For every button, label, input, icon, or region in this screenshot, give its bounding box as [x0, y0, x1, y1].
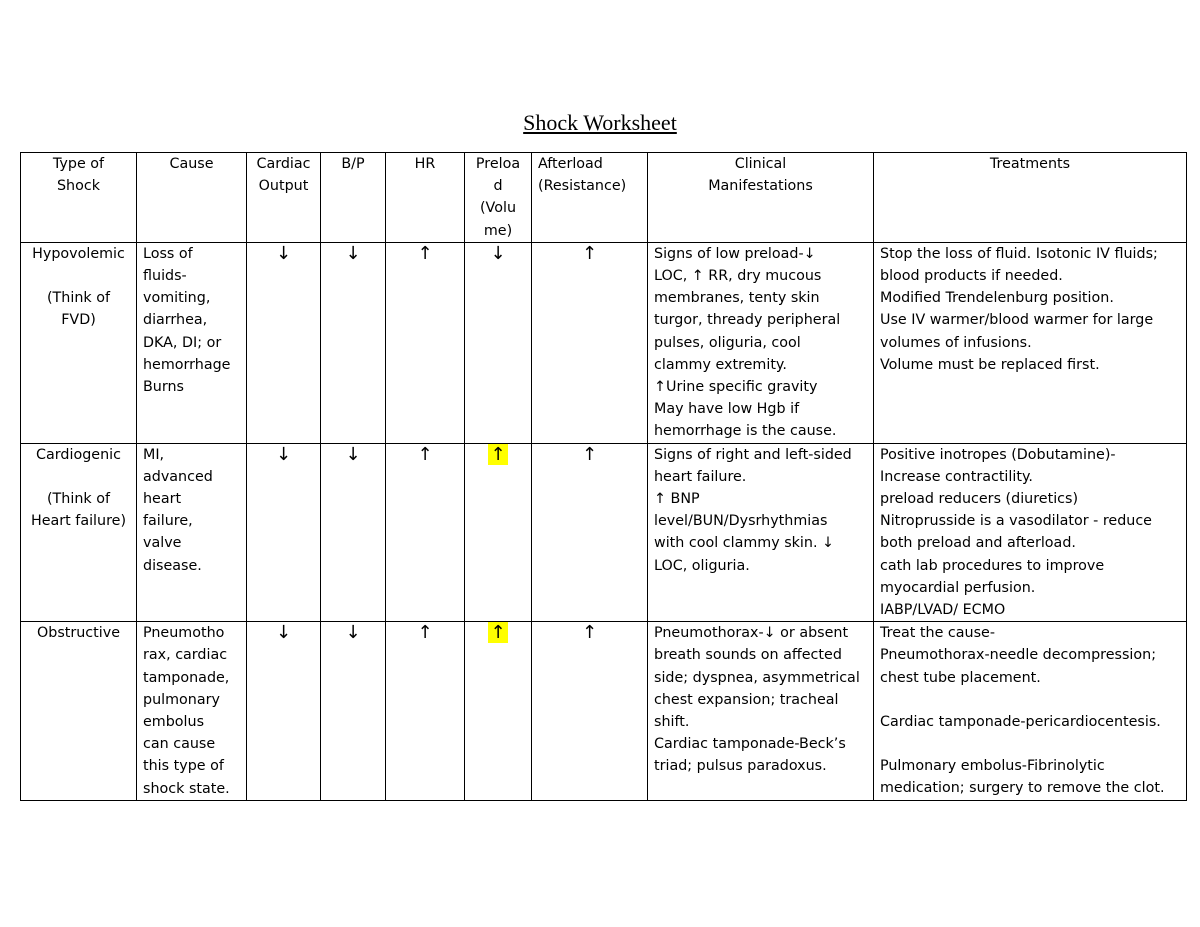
treatments-cell: Positive inotropes (Dobutamine)- Increase contractility. preload reducers (diuretics) Nitroprusside is a vasodilator - reduce both preload and afterload. cath lab procedures to improve myocardial perfusion. IABP/LVAD/ ECMO — [874, 443, 1187, 622]
shock-type-cell: Hypovolemic (Think of FVD) — [21, 242, 137, 443]
cause-cell: Loss of fluids- vomiting, diarrhea, DKA, DI; or hemorrhage Burns — [137, 242, 247, 443]
bp-arrow: ↓ — [321, 443, 386, 622]
preload-arrow: ↓ — [465, 242, 532, 443]
header-cardiac-output: Cardiac Output — [247, 153, 321, 243]
clinical-cell: Signs of low preload-↓ LOC, ↑ RR, dry mucous membranes, tenty skin turgor, thready peripheral pulses, oliguria, cool clammy extremity. ↑Urine specific gravity May have low Hgb if hemorrhage is the cause. — [648, 242, 874, 443]
afterload-arrow: ↑ — [532, 622, 648, 801]
header-preload: Preloa d (Volu me) — [465, 153, 532, 243]
afterload-arrow: ↑ — [532, 242, 648, 443]
clinical-cell: Pneumothorax-↓ or absent breath sounds on affected side; dyspnea, asymmetrical chest expansion; tracheal shift. Cardiac tamponade-Beck’s triad; pulsus paradoxus. — [648, 622, 874, 801]
table-row — [21, 622, 1187, 801]
highlighted-preload-arrow: ↑ — [490, 443, 506, 465]
clinical-cell: Signs of right and left-sided heart failure. ↑ BNP level/BUN/Dysrhythmias with cool clammy skin. ↓ LOC, oliguria. — [648, 443, 874, 622]
bp-arrow: ↓ — [321, 622, 386, 801]
highlighted-preload-arrow: ↑ — [490, 622, 506, 644]
afterload-arrow: ↑ — [532, 443, 648, 622]
page-title: Shock Worksheet — [523, 110, 677, 135]
preload-arrow — [465, 443, 532, 622]
header-type-of-shock: Type of Shock — [21, 153, 137, 243]
cause-cell: Pneumotho rax, cardiac tamponade, pulmonary embolus can cause this type of shock state. — [137, 622, 247, 801]
table-row — [21, 443, 1187, 622]
hr-arrow: ↑ — [386, 622, 465, 801]
shock-table — [20, 152, 1187, 801]
header-treatments: Treatments — [874, 153, 1187, 243]
cause-cell: MI, advanced heart failure, valve disease. — [137, 443, 247, 622]
header-hr: HR — [386, 153, 465, 243]
header-cause: Cause — [137, 153, 247, 243]
shock-type-cell: Obstructive — [21, 622, 137, 801]
bp-arrow: ↓ — [321, 242, 386, 443]
cardiac-output-arrow: ↓ — [247, 622, 321, 801]
table-row — [21, 242, 1187, 443]
hr-arrow: ↑ — [386, 242, 465, 443]
header-afterload: Afterload (Resistance) — [532, 153, 648, 243]
cardiac-output-arrow: ↓ — [247, 242, 321, 443]
shock-type-cell: Cardiogenic (Think of Heart failure) — [21, 443, 137, 622]
header-clinical-manifestations: Clinical Manifestations — [648, 153, 874, 243]
treatments-cell: Treat the cause- Pneumothorax-needle decompression; chest tube placement. Cardiac tamponade-pericardiocentesis. Pulmonary embolus-Fibrinolytic medication; surgery to remove the clot. — [874, 622, 1187, 801]
preload-arrow — [465, 622, 532, 801]
hr-arrow: ↑ — [386, 443, 465, 622]
header-bp: B/P — [321, 153, 386, 243]
cardiac-output-arrow: ↓ — [247, 443, 321, 622]
treatments-cell: Stop the loss of fluid. Isotonic IV fluids; blood products if needed. Modified Trendelenburg position. Use IV warmer/blood warmer for large volumes of infusions. Volume must be replaced first. — [874, 242, 1187, 443]
header-row — [21, 153, 1187, 243]
